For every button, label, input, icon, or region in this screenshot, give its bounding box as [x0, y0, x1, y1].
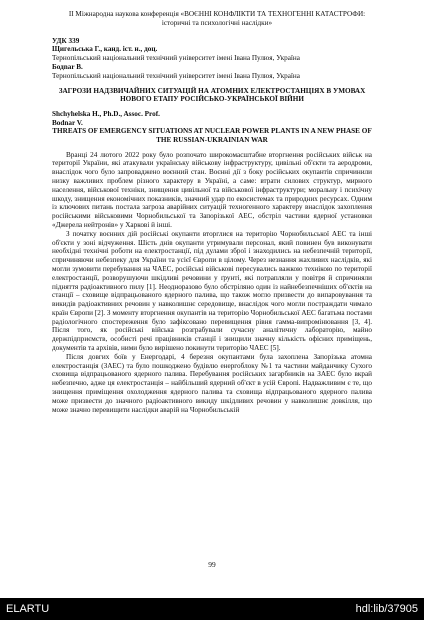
udc-code: УДК 339	[52, 36, 80, 45]
page-content	[52, 10, 372, 414]
author-name-en: Bodnar V.	[52, 118, 83, 127]
page-number: 99	[208, 560, 216, 569]
author-name-en: Shchyhelska H., Ph.D., Assoc. Prof.	[52, 109, 160, 118]
footer-repository-name: ELARTU	[6, 603, 50, 615]
body-paragraph: Вранці 24 лютого 2022 року було розпочато широкомасштабне вторгнення російських військ на території України, які атакували українську військову інфраструктуру, цивільні об'єкти та аеродроми, внаслідок чого було запроваджено воєнний стан. Воєнні дії з боку російських окупантів спричинили низку важливих проблем різного характеру в Україні, а саме: втрати силових структур, мирного населення, військової техніки, знищення цивільної та військової інфраструктури; моральну і психічну шкоду, знищення економічних показників, значний удар по екосистемах та природних ресурсах. Одним із ключових питань постала загроза аварійних ситуацій техногенного характеру внаслідок захоплення російськими військовими Чорнобильської та Запорізької АЕС, обстріл частини ядерної установки «Джерела нейтронів» у Харкові й інші.	[52, 150, 372, 229]
author-affiliation: Тернопільський національний технічний університет імені Івана Пулюя, Україна	[52, 71, 300, 80]
author-name: Щигельська Г., канд. іст. н., доц.	[52, 45, 158, 54]
paper-title-ua: ЗАГРОЗИ НАДЗВИЧАЙНИХ СИТУАЦІЙ НА АТОМНИХ ЕЛЕКТРОСТАНЦІЯХ В УМОВАХ НОВОГО ЕТАПУ РОСІЙСЬКО-УКРАЇНСЬКОЇ ВІЙНИ	[58, 86, 366, 104]
body-paragraph: Після довгих боїв у Енергодарі, 4 березня окупантами була захоплена Запорізька атомна електростанція (ЗАЕС) та було пошкоджено будівлю енергоблоку №1 та частини майданчику Сухого сховища відпрацьованого ядерного палива. Перебування російських загарбників на ЗАЕС було вкрай небезпечно, адже ця електростанція – найбільший ядерний об'єкт в усій Європі. Надважливим є те, що знищення приміщення охолодження ядерного палива та сховища відпрацьованого ядерного палива може призвести до значного радіоактивного викиду шкідливих речовин у навколишнє довкілля, що може значно перевищити наслідки аварій на Чорнобильській	[52, 352, 372, 414]
author-affiliation: Тернопільський національний технічний університет імені Івана Пулюя, Україна	[52, 54, 300, 63]
body-paragraph: З початку воєнних дій російські окупанти вторглися на територію Чорнобильської АЕС та інші об'єкти у зоні відчуження. Шість днів окупанти утримували персонал, який повинен був виконувати необхідні технічні роботи на електростанції, під дулами зброї і знаходились на небезпечній території, спричиняючи небезпеку для України та усієї Європи в цілому. Через незнання жахливих наслідків, які могли зумовити перебування на ЧАЕС, російські військові пересувались важкою технікою по території електростанції, розворушуючи шкідливі речовини у ґрунті, які потрапляли у повітря й спричиняли підняття радіоактивного пилу [1]. Неодноразово було обстріляно один із найнебезпечніших об'єктів на станції – сховище відпрацьованого ядерного палива, що також могло призвести до випаровування та викидів радіоактивних речовин у навколишнє середовище, внаслідок чого могли постраждати чимало країн Європи [2]. З моменту вторгнення окупантів на територію Чорнобильської АЕС багатьма постами радіологічного спостереження було зафіксовано перевищення рівня гамма-випромінювання [3, 4]. Після того, як російські війська розграбували сучасну аналітичну лабораторію, майно держпідприємств, особисті речі працівників станції і знищили значну кількість офісних приміщень, документів та архівів, ними було вирішено покинути територію ЧАЕС [5].	[52, 229, 372, 353]
conference-header: II Міжнародна наукова конференція «ВОЄННІ КОНФЛІКТИ ТА ТЕХНОГЕННІ КАТАСТРОФИ: історичні та психологічні наслідки»	[68, 10, 366, 27]
paper-title-en: THREATS OF EMERGENCY SITUATIONS AT NUCLEAR POWER PLANTS IN A NEW PHASE OF THE RUSSIAN-UKRAINIAN WAR	[52, 127, 372, 144]
footer-bar	[0, 598, 424, 620]
author-name: Бодnar В.	[52, 62, 83, 71]
footer-handle-id: hdl:lib/37905	[355, 603, 418, 615]
